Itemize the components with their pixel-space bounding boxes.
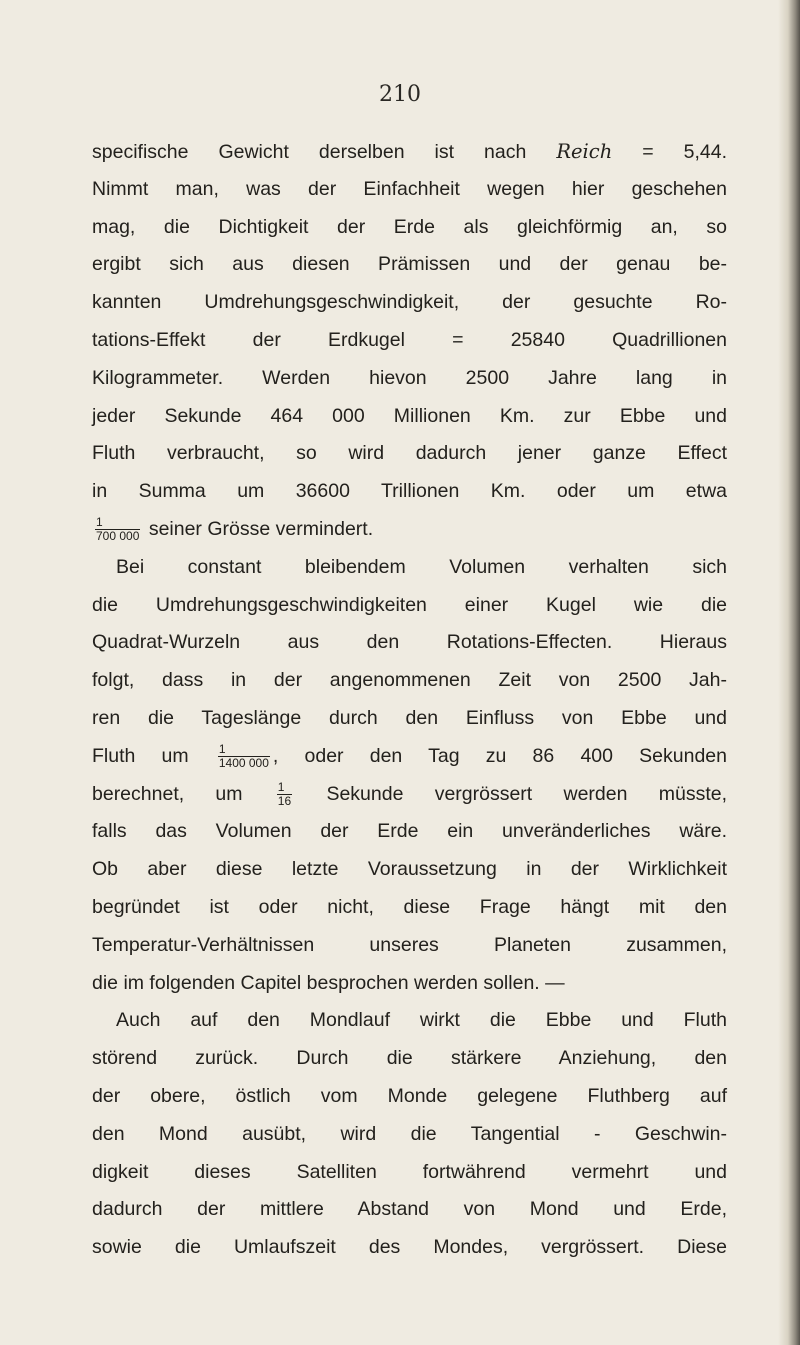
text-line: berechnet, um $\frac{1}{16}$ Sekunde vergrössert werden müsste, [92, 779, 727, 808]
text-line: der obere, östlich vom Monde gelegene Fluthberg auf [92, 1084, 727, 1107]
text-line: in Summa um 36600 Trillionen Km. oder um etwa [92, 480, 727, 503]
text-line: tations-Effekt der Erdkugel = 25840 Quadrillionen [92, 328, 727, 351]
text-line: falls das Volumen der Erde ein unveränderliches wäre. [92, 820, 727, 843]
page-edge-shadow [778, 0, 800, 1345]
text-line: Kilogrammeter. Werden hievon 2500 Jahre lang in [92, 366, 727, 389]
text-line: sowie die Umlaufszeit des Mondes, vergrössert. Diese [92, 1236, 727, 1259]
text-line: kannten Umdrehungsgeschwindigkeit, der gesuchte Ro- [92, 291, 727, 314]
text-line: begründet ist oder nicht, diese Frage hängt mit den [92, 895, 727, 918]
text-line: jeder Sekunde 464 000 Millionen Km. zur Ebbe und [92, 404, 727, 427]
page-number: 210 [379, 82, 421, 107]
text-line: Fluth verbraucht, so wird dadurch jener ganze Effect [92, 442, 727, 465]
text-line: specifische Gewicht derselben ist nach Reich = 5,44. [92, 140, 728, 163]
text-line: die Umdrehungsgeschwindigkeiten einer Kugel wie die [92, 593, 727, 616]
text-line: die im folgenden Capitel besprochen werden sollen. — [92, 971, 565, 994]
text-line: Temperatur-Verhältnissen unseres Planeten zusammen, [92, 933, 727, 956]
text-line: dadurch der mittlere Abstand von Mond und Erde, [92, 1198, 727, 1221]
text-line: digkeit dieses Satelliten fortwährend vermehrt und [92, 1160, 727, 1183]
text-line: mag, die Dichtigkeit der Erde als gleichförmig an, so [92, 215, 727, 238]
text-line: folgt, dass in der angenommenen Zeit von 2500 Jah- [92, 669, 727, 692]
fraction: $\frac{1}{700 000}$ [96, 515, 140, 544]
text-line: Fluth um $\frac{1}{1400 000}$ , oder den Tag zu 86 400 Sekunden [92, 742, 728, 771]
text-line: Bei constant bleibendem Volumen verhalten sich [116, 555, 727, 578]
text-line: Ob aber diese letzte Voraussetzung in der Wirklichkeit [92, 858, 727, 881]
fraction: $\frac{1}{16}$ [277, 779, 292, 808]
text-line: Quadrat-Wurzeln aus den Rotations-Effecten. Hieraus [92, 631, 727, 654]
fraction: $\frac{1}{1400 000}$ [218, 742, 269, 771]
author-name: Reich [556, 140, 613, 163]
body-text [92, 133, 727, 1267]
text-line: Auch auf den Mondlauf wirkt die Ebbe und Fluth [116, 1009, 727, 1032]
text-line: den Mond ausübt, wird die Tangential - Geschwin- [92, 1122, 727, 1145]
text-line: ren die Tageslänge durch den Einfluss von Ebbe und [92, 706, 727, 729]
text-line: ergibt sich aus diesen Prämissen und der genau be- [92, 253, 727, 276]
text-line: $\frac{1}{700 000}$ seiner Grösse vermindert. [96, 515, 374, 544]
text-line: störend zurück. Durch die stärkere Anziehung, den [92, 1047, 727, 1070]
text-line: Nimmt man, was der Einfachheit wegen hier geschehen [92, 177, 727, 200]
